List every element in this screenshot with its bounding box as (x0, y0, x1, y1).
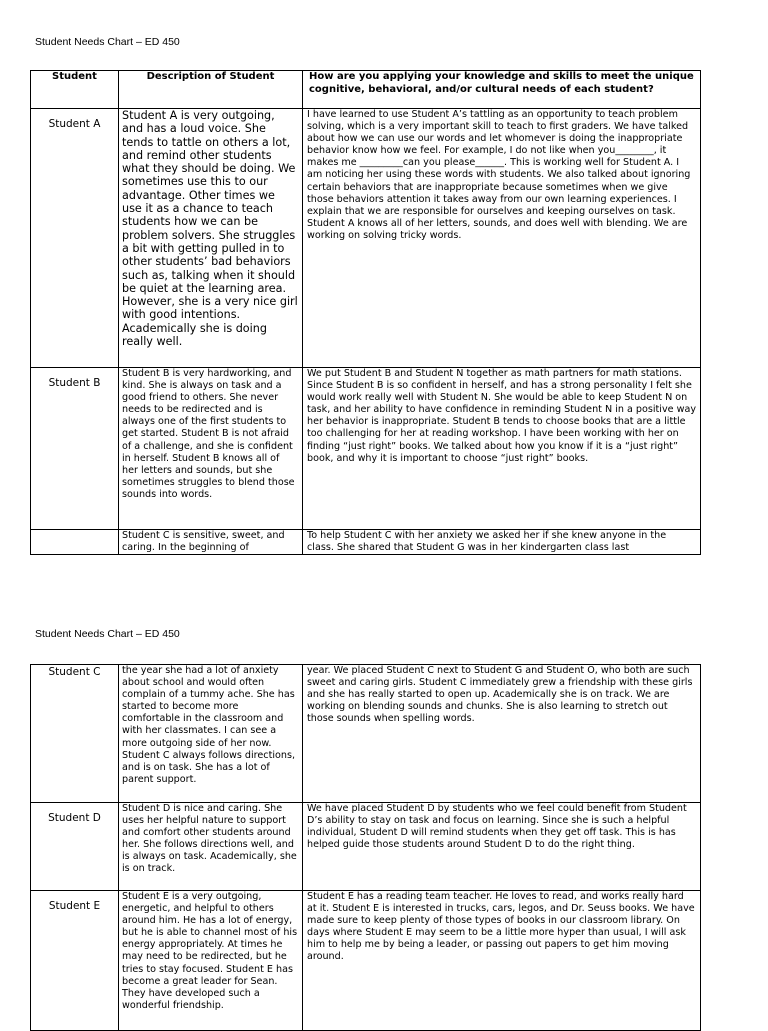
column-header-applying: How are you applying your knowledge and skills to meet the unique cognitive, behavioral, and/or cultural needs of each student? (303, 71, 701, 109)
student-name: Student A (31, 109, 119, 368)
table-header-row (31, 71, 701, 109)
student-description: Student D is nice and caring. She uses her helpful nature to support and comfort other students around her. She follows directions well, and is always on task. Academically, she is on track. (119, 803, 303, 891)
student-application: year. We placed Student C next to Student G and Student O, who both are such sweet and caring girls. Student C immediately grew a friendship with these girls and she has really started to open up. Academically she is on track. We are working on blending sounds and chunks. She is also learning to stretch out those sounds when spelling words. (303, 665, 701, 803)
student-name: Student C (31, 665, 119, 803)
page-header: Student Needs Chart – ED 450 (35, 36, 180, 48)
table-row (31, 891, 701, 1031)
column-header-description: Description of Student (119, 71, 303, 109)
student-application: We put Student B and Student N together as math partners for math stations. Since Student B is so confident in herself, and has a strong personality I felt she would work really well with Student N. She would be able to keep Student N on task, and her ability to have confidence in reminding Student N in a positive way her behavior is inappropriate. Student B tends to choose books that are a little too challenging for her at reading workshop. I have been working with her on finding “just right” books. We talked about how you know if it is a “just right” book, and why it is important to choose “just right” books. (303, 368, 701, 530)
student-description: the year she had a lot of anxiety about school and would often complain of a tummy ache. She has started to become more comfortable in the classroom and with her classmates. I can see a more outgoing side of her now. Student C always follows directions, and is on task. She has a lot of parent support. (119, 665, 303, 803)
student-name: Student D (31, 803, 119, 891)
table-row (31, 803, 701, 891)
table-row (31, 665, 701, 803)
student-needs-table (30, 70, 701, 555)
student-description: Student E is a very outgoing, energetic, and helpful to others around him. He has a lot of energy, but he is able to channel most of his energy appropriately. At times he may need to be redirected, but he tries to stay focused. Student E has become a great leader for Sean. They have developed such a wonderful friendship. (119, 891, 303, 1031)
student-application: We have placed Student D by students who we feel could benefit from Student D’s ability to stay on task and focus on learning. Since she is such a helpful individual, Student D will remind students when they get off task. This is has helped guide those students around Student D to do the right thing. (303, 803, 701, 891)
table-row (31, 109, 701, 368)
page-header: Student Needs Chart – ED 450 (35, 628, 180, 640)
student-application: Student E has a reading team teacher. He loves to read, and works really hard at it. Student E is interested in trucks, cars, legos, and Dr. Seuss books. We have made sure to keep plenty of those types of books in our classroom library. On days where Student E may seem to be a little more hyper than usual, I will ask him to help me by being a leader, or passing out papers to get him moving around. (303, 891, 701, 1031)
table-row (31, 530, 701, 555)
column-header-student: Student (31, 71, 119, 109)
student-description: Student B is very hardworking, and kind. She is always on task and a good friend to others. She never needs to be redirected and is always one of the first students to get started. Student B is not afraid of a challenge, and she is confident in herself. Student B knows all of her letters and sounds, but she sometimes struggles to blend those sounds into words. (119, 368, 303, 530)
student-description: Student A is very outgoing, and has a loud voice. She tends to tattle on others a lot, and remind other students what they should be doing. We sometimes use this to our advantage. Other times we use it as a chance to teach students how we can be problem solvers. She struggles a bit with getting pulled in to other students’ bad behaviors such as, talking when it should be quiet at the learning area. However, she is a very nice girl with good intentions. Academically she is doing really well. (119, 109, 303, 368)
student-description: Student C is sensitive, sweet, and caring. In the beginning of (119, 530, 303, 555)
student-application: To help Student C with her anxiety we asked her if she knew anyone in the class. She shared that Student G was in her kindergarten class last (303, 530, 701, 555)
table-row (31, 368, 701, 530)
student-needs-table (30, 664, 701, 1031)
student-name: Student B (31, 368, 119, 530)
student-name: Student E (31, 891, 119, 1031)
student-name (31, 530, 119, 555)
student-application: I have learned to use Student A’s tattling as an opportunity to teach problem solving, which is a very important skill to teach to first graders. We have talked about how we can use our words and let whomever is doing the inappropriate behavior know how we feel. For example, I do not like when you________, it makes me _________can you please______. This is working well for Student A. I am noticing her using these words with students. We also talked about ignoring certain behaviors that are inappropriate because sometimes when we give those behaviors attention it takes away from our own learning experiences. I explain that we are responsible for ourselves and keeping ourselves on task. Student A knows all of her letters, sounds, and does well with blending. We are working on solving tricky words. (303, 109, 701, 368)
